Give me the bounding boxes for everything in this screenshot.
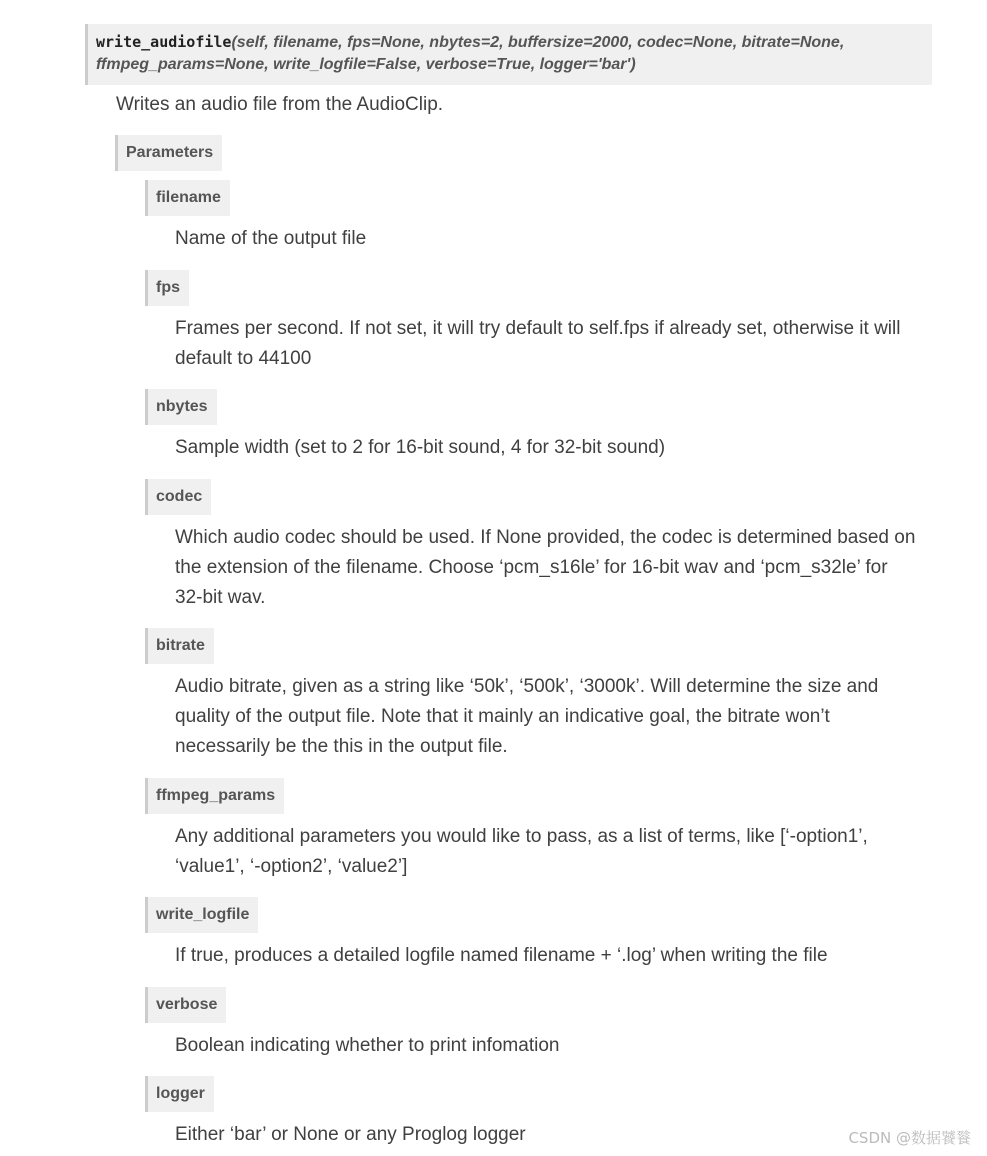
- function-name: write_audiofile: [96, 33, 232, 51]
- param-name-codec: codec: [145, 479, 211, 515]
- function-params: (self, filename, fps=None, nbytes=2, buffersize=2000, codec=None, bitrate=None, ffmpeg_params=None, write_logfile=False, verbose=True, logger='bar'): [96, 34, 845, 73]
- param-name-logger: logger: [145, 1076, 214, 1112]
- parameters-heading: Parameters: [115, 135, 222, 171]
- param-desc-verbose: Boolean indicating whether to print infomation: [175, 1035, 560, 1056]
- param-desc-codec: Which audio codec should be used. If None provided, the codec is determined based on the extension of the filename. Choose ‘pcm_s16le’ for 16-bit wav and ‘pcm_s32le’ for 32-bit wav.: [175, 527, 916, 608]
- param-desc-ffmpeg-params: Any additional parameters you would like to pass, as a list of terms, like [‘-option1’, ‘value1’, ‘-option2’, ‘value2’]: [175, 826, 868, 877]
- param-desc-nbytes: Sample width (set to 2 for 16-bit sound, 4 for 32-bit sound): [175, 437, 666, 458]
- param-desc-write-logfile: If true, produces a detailed logfile named filename + ‘.log’ when writing the file: [175, 945, 828, 966]
- param-name-ffmpeg-params: ffmpeg_params: [145, 778, 284, 814]
- watermark-text: CSDN @数据饕餮: [848, 1129, 971, 1147]
- param-desc-logger: Either ‘bar’ or None or any Proglog logger: [175, 1124, 526, 1145]
- param-desc-filename: Name of the output file: [175, 228, 367, 249]
- param-name-bitrate: bitrate: [145, 628, 214, 664]
- param-desc-bitrate: Audio bitrate, given as a string like ‘50k’, ‘500k’, ‘3000k’. Will determine the size and quality of the output file. Note that it mainly an indicative goal, the bitrate won’t necessarily be the this in the output file.: [175, 676, 879, 757]
- param-name-filename: filename: [145, 180, 230, 216]
- param-name-fps: fps: [145, 270, 189, 306]
- param-name-verbose: verbose: [145, 987, 226, 1023]
- param-desc-fps: Frames per second. If not set, it will try default to self.fps if already set, otherwise it will default to 44100: [175, 318, 901, 369]
- function-description: Writes an audio file from the AudioClip.: [116, 94, 444, 115]
- function-signature: [85, 24, 932, 85]
- param-name-write-logfile: write_logfile: [145, 897, 258, 933]
- param-name-nbytes: nbytes: [145, 389, 217, 425]
